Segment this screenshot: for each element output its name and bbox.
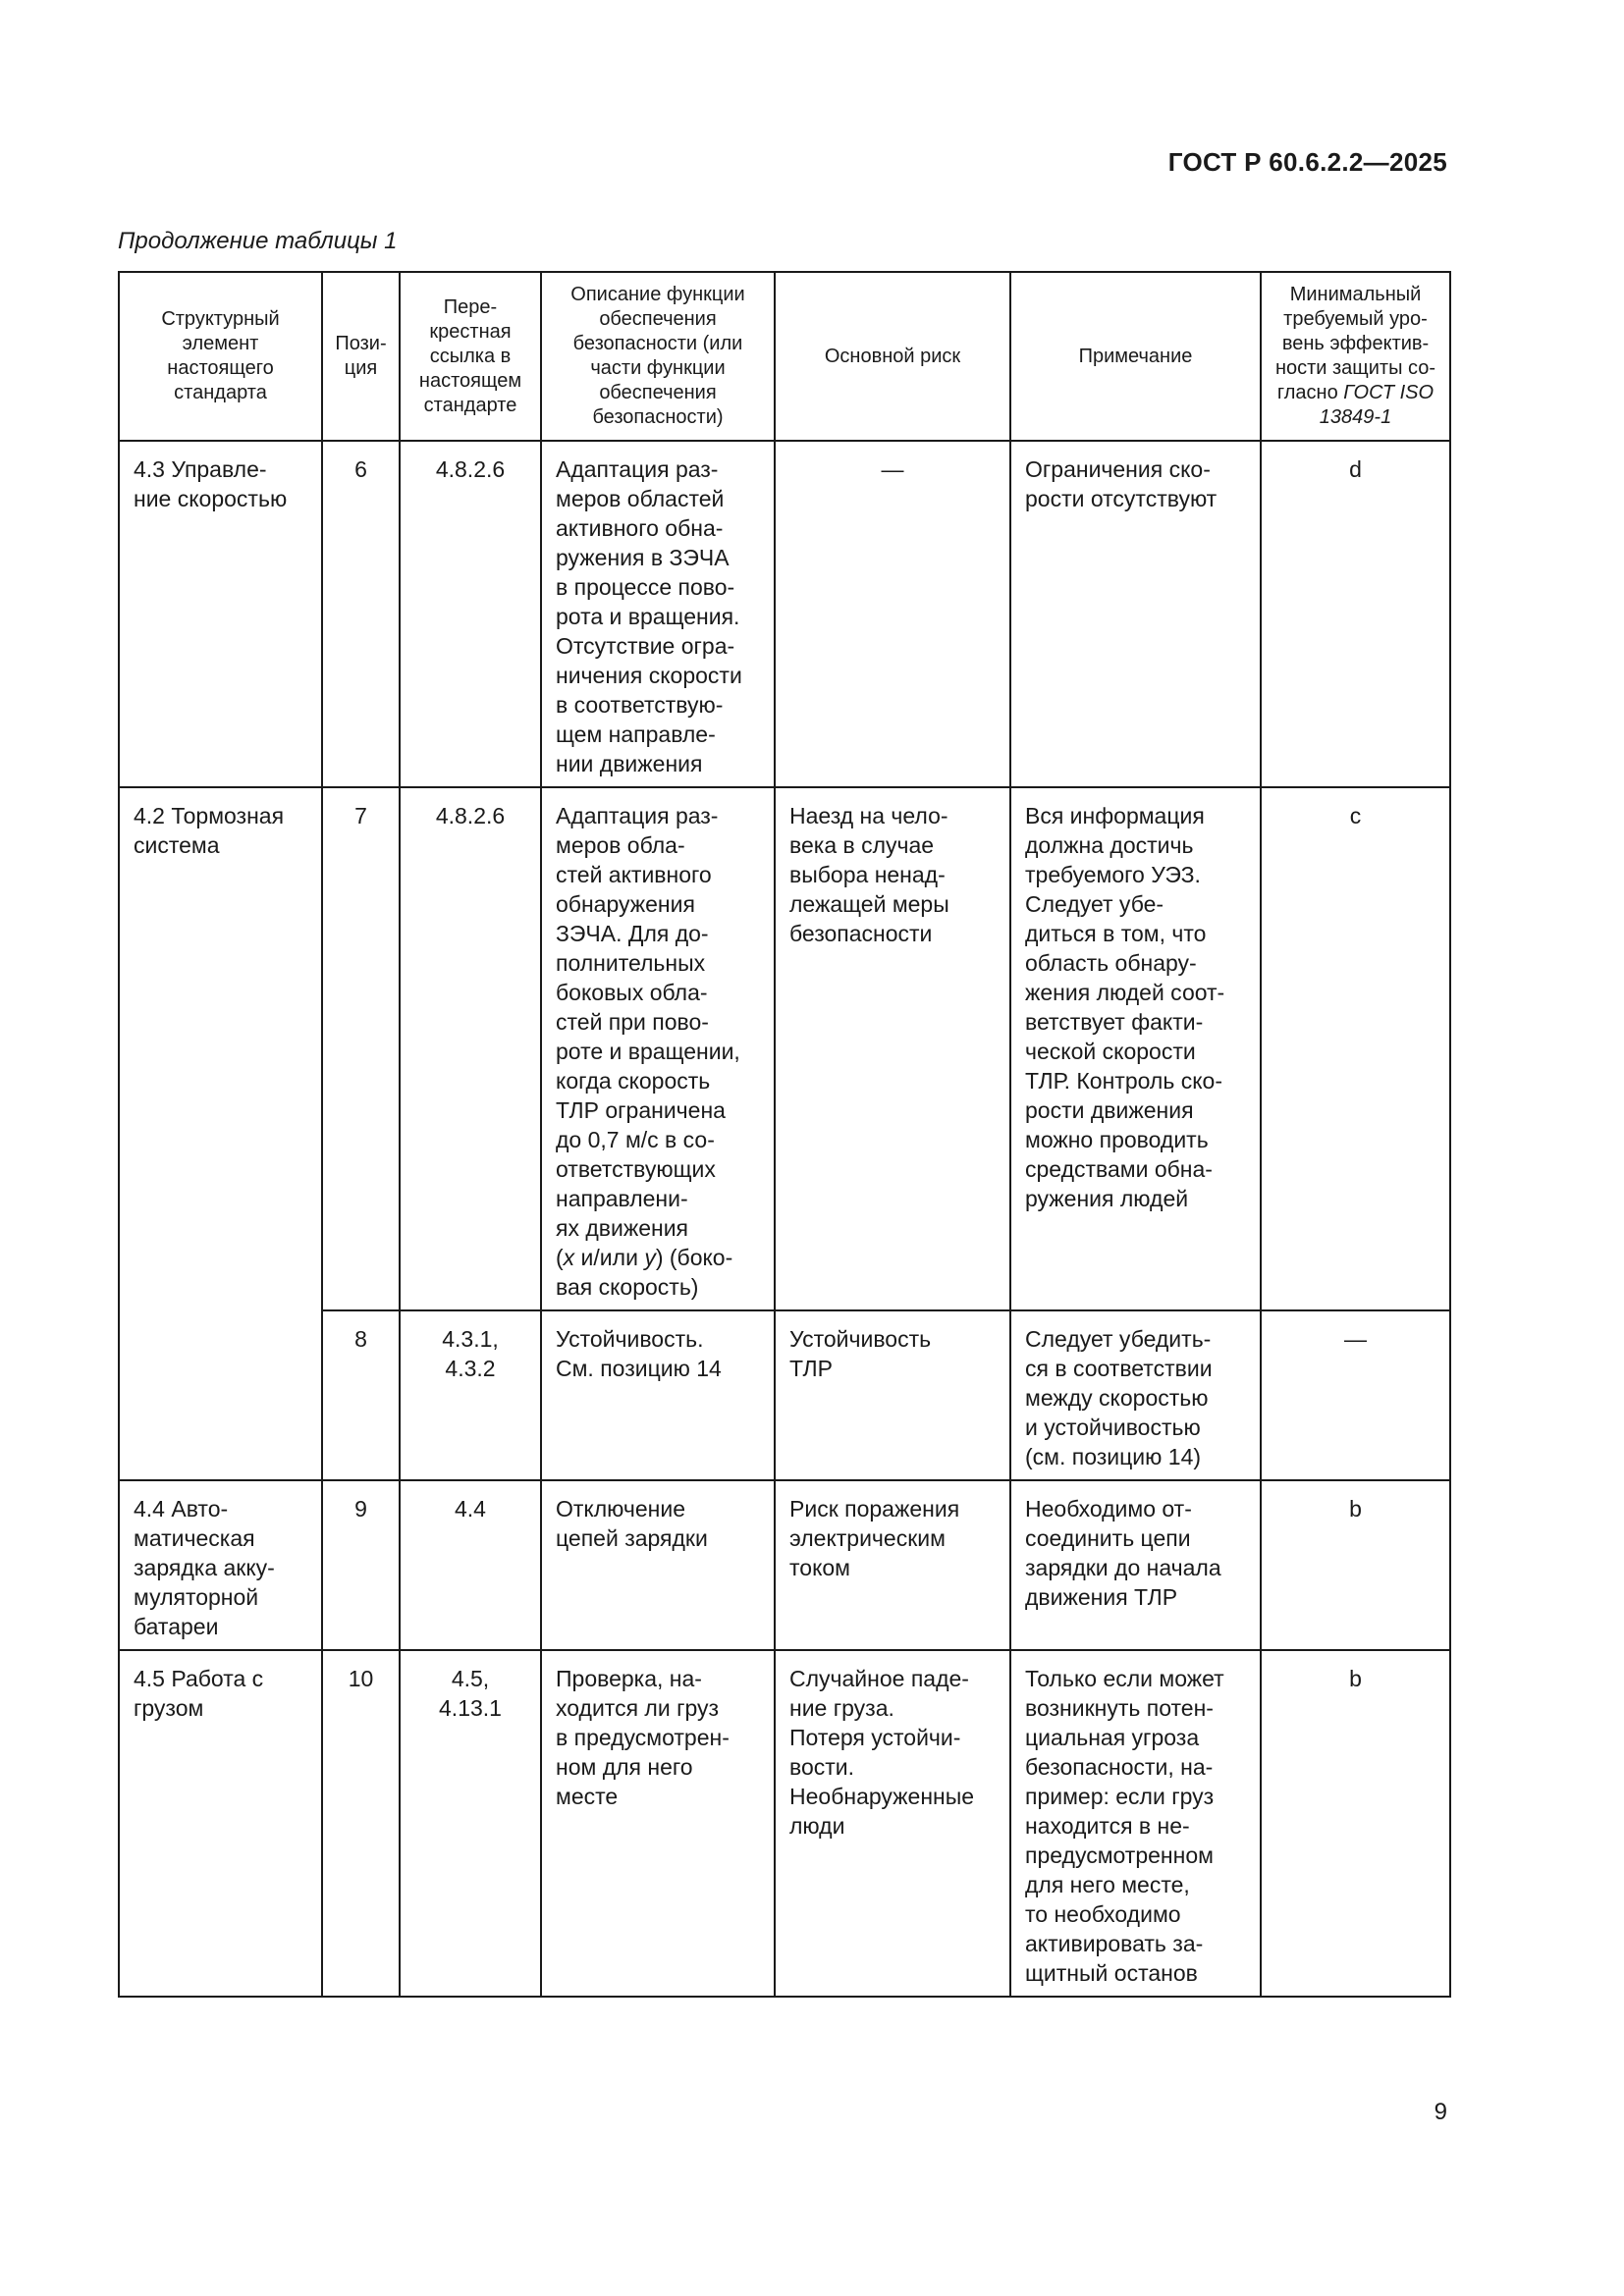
table-header-row (119, 272, 1450, 441)
header-position: Пози- ция (322, 272, 400, 441)
cell-note: Только если может возникнуть потен- циальная угроза безопасности, на- пример: если груз находится в не- предусмотренном для него месте, то необходимо активировать за- щитный останов (1010, 1650, 1261, 1997)
cell-position: 10 (322, 1650, 400, 1997)
cell-position: 7 (322, 787, 400, 1310)
header-main-risk: Основной риск (775, 272, 1010, 441)
table-caption: Продолжение таблицы 1 (118, 228, 398, 254)
cell-description: Отключение цепей зарядки (541, 1480, 775, 1650)
cell-level: c (1261, 787, 1450, 1310)
header-min-level: Минимальный требуемый уро- вень эффектив- ности защиты со- гласно ГОСТ ISO 13849-1 (1261, 272, 1450, 441)
cell-element: 4.3 Управле- ние скоростью (119, 441, 322, 787)
cell-description: Адаптация раз- меров областей активного обна- ружения в ЗЭЧА в процессе пово- рота и вращения. Отсутствие огра- ничения скорости в соответствую- щем направле- нии движения (541, 441, 775, 787)
cell-crossref: 4.8.2.6 (400, 787, 541, 1310)
cell-description: Устойчивость. См. позицию 14 (541, 1310, 775, 1480)
cell-level: b (1261, 1650, 1450, 1997)
table-row (119, 787, 1450, 1310)
cell-element: 4.2 Тормозная система (119, 787, 322, 1480)
cell-element: 4.4 Авто- матическая зарядка акку- муляторной батареи (119, 1480, 322, 1650)
cell-element: 4.5 Работа с грузом (119, 1650, 322, 1997)
header-crossref: Пере- крестная ссылка в настоящем стандарте (400, 272, 541, 441)
cell-crossref: 4.5, 4.13.1 (400, 1650, 541, 1997)
cell-note: Необходимо от- соединить цепи зарядки до начала движения ТЛР (1010, 1480, 1261, 1650)
cell-risk: Случайное паде- ние груза. Потеря устойчи- вости. Необнаруженные люди (775, 1650, 1010, 1997)
table-row (119, 1480, 1450, 1650)
cell-risk: Устойчивость ТЛР (775, 1310, 1010, 1480)
cell-risk: Риск поражения электрическим током (775, 1480, 1010, 1650)
cell-note: Ограничения ско- рости отсутствуют (1010, 441, 1261, 787)
cell-position: 8 (322, 1310, 400, 1480)
cell-risk: — (775, 441, 1010, 787)
cell-note: Следует убедить- ся в соответствии между скоростью и устойчивостью (см. позицию 14) (1010, 1310, 1261, 1480)
cell-level: b (1261, 1480, 1450, 1650)
cell-position: 9 (322, 1480, 400, 1650)
cell-crossref: 4.8.2.6 (400, 441, 541, 787)
cell-description: Проверка, на- ходится ли груз в предусмотрен- ном для него месте (541, 1650, 775, 1997)
header-structural-element: Структурный элемент настоящего стандарта (119, 272, 322, 441)
cell-position: 6 (322, 441, 400, 787)
cell-crossref: 4.4 (400, 1480, 541, 1650)
header-note: Примечание (1010, 272, 1261, 441)
cell-note: Вся информация должна достичь требуемого УЭЗ. Следует убе- диться в том, что область обнару- жения людей соот- ветствует факти- ческой скорости ТЛР. Контроль ско- рости движения можно проводить средствами обна- ружения людей (1010, 787, 1261, 1310)
table-row (119, 1650, 1450, 1997)
page-number: 9 (1434, 2099, 1447, 2125)
cell-level: — (1261, 1310, 1450, 1480)
safety-functions-table (118, 271, 1451, 1998)
document-standard-id: ГОСТ Р 60.6.2.2—2025 (1167, 147, 1447, 177)
table-row (119, 441, 1450, 787)
cell-crossref: 4.3.1, 4.3.2 (400, 1310, 541, 1480)
cell-risk: Наезд на чело- века в случае выбора ненад- лежащей меры безопасности (775, 787, 1010, 1310)
cell-level: d (1261, 441, 1450, 787)
header-description: Описание функции обеспечения безопасности (или части функции обеспечения безопасности) (541, 272, 775, 441)
cell-description: Адаптация раз- меров обла- стей активного обнаружения ЗЭЧА. Для до- полнительных боковых обла- стей при пово- роте и вращении, когда скорость ТЛР ограничена до 0,7 м/с в со- ответствующих направлени- ях движения (x и/или y) (боко- вая скорость) (541, 787, 775, 1310)
